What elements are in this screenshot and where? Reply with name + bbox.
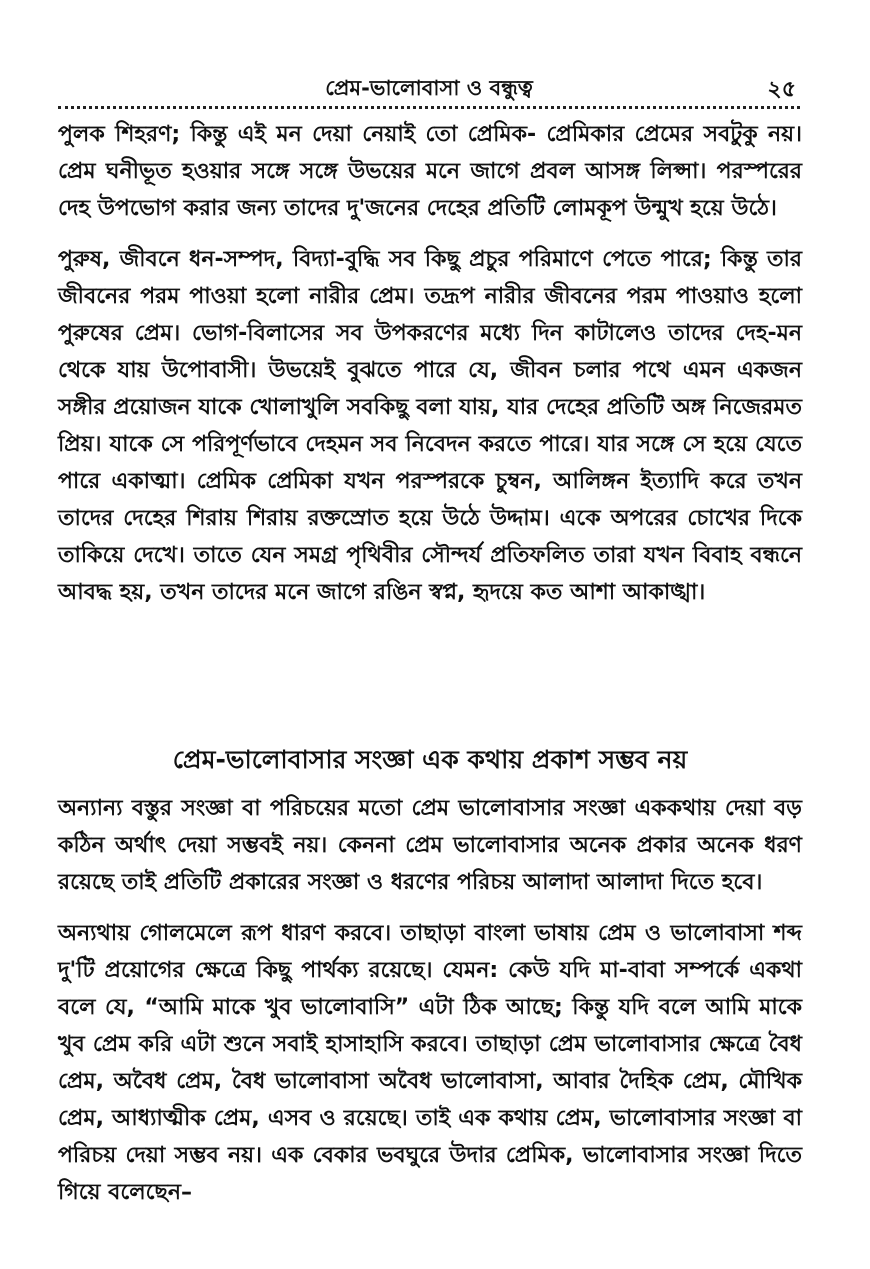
- section-heading: প্রেম-ভালোবাসার সংজ্ঞা এক কথায় প্রকাশ সম্ভব নয়: [172, 745, 688, 774]
- paragraph: পুরুষ, জীবনে ধন-সম্পদ, বিদ্যা-বুদ্ধি সব কিছু প্রচুর পরিমাণে পেতে পারে; কিন্তু তার জীবনের পরম পাওয়া হলো নারীর প্রেম। তদ্রূপ নারীর জীবনের পরম পাওয়াও হলো পুরুষের প্রেম। ভোগ-বিলাসের সব উপকরণের মধ্যে দিন কাটালেও তাদের দেহ-মন থেকে যায় উপোবাসী। উভয়েই বুঝতে পারে যে, জীবন চলার পথে এমন একজন সঙ্গীর প্রয়োজন যাকে খোলাখুলি সবকিছু বলা যায়, যার দেহের প্রতিটি অঙ্গ নিজেরমত প্রিয়। যাকে সে পরিপূর্ণভাবে দেহমন সব নিবেদন করতে পারে। যার সঙ্গে সে হয়ে যেতে পারে একাত্মা। প্রেমিক প্রেমিকা যখন পরস্পরকে চুম্বন, আলিঙ্গন ইত্যাদি করে তখন তাদের দেহের শিরায় শিরায় রক্তস্রোত হয়ে উঠে উদ্দাম। একে অপরের চোখের দিকে তাকিয়ে দেখে। তাতে যেন সমগ্র পৃথিবীর সৌন্দর্য প্রতিফলিত তারা যখন বিবাহ বন্ধনে আবদ্ধ হয়, তখন তাদের মনে জাগে রঙিন স্বপ্ন, হৃদয়ে কত আশা আকাঙ্খা।: [58, 247, 802, 605]
- body-text-section: [58, 790, 802, 1211]
- running-header: [58, 70, 800, 109]
- page-number: ২৫: [767, 77, 796, 102]
- paragraph: অন্যথায় গোলমেলে রূপ ধারণ করবে। তাছাড়া বাংলা ভাষায় প্রেম ও ভালোবাসা শব্দ দু'টি প্রয়োগের ক্ষেত্রে কিছু পার্থক্য রয়েছে। যেমন: কেউ যদি মা-বাবা সম্পর্কে একথা বলে যে, “আমি মাকে খুব ভালোবাসি” এটা ঠিক আছে; কিন্তু যদি বলে আমি মাকে খুব প্রেম করি এটা শুনে সবাই হাসাহাসি করবে। তাছাড়া প্রেম ভালোবাসার ক্ষেত্রে বৈধ প্রেম, অবৈধ প্রেম, বৈধ ভালোবাসা অবৈধ ভালোবাসা, আবার দৈহিক প্রেম, মৌখিক প্রেম, আধ্যাত্মীক প্রেম, এসব ও রয়েছে। তাই এক কথায় প্রেম, ভালোবাসার সংজ্ঞা বা পরিচয় দেয়া সম্ভব নয়। এক বেকার ভবঘুরে উদার প্রেমিক, ভালোবাসার সংজ্ঞা দিতে গিয়ে বলেছেন–: [58, 921, 802, 1205]
- running-title: প্রেম-ভালোবাসা ও বন্ধুত্ব: [325, 76, 533, 100]
- paragraph: পুলক শিহরণ; কিন্তু এই মন দেয়া নেয়াই তো প্রেমিক- প্রেমিকার প্রেমের সবটুকু নয়। প্রেম ঘনীভূত হওয়ার সঙ্গে সঙ্গে উভয়ের মনে জাগে প্রবল আসঙ্গ লিপ্সা। পরস্পরের দেহ উপভোগ করার জন্য তাদের দু'জনের দেহের প্রতিটি লোমকূপ উন্মুখ হয়ে উঠে।: [58, 122, 802, 221]
- paragraph: অন্যান্য বস্তুর সংজ্ঞা বা পরিচয়ের মতো প্রেম ভালোবাসার সংজ্ঞা এককথায় দেয়া বড় কঠিন অর্থাৎ দেয়া সম্ভবই নয়। কেননা প্রেম ভালোবাসার অনেক প্রকার অনেক ধরণ রয়েছে তাই প্রতিটি প্রকারের সংজ্ঞা ও ধরণের পরিচয় আলাদা আলাদা দিতে হবে।: [58, 796, 802, 895]
- body-text-top: [58, 116, 802, 611]
